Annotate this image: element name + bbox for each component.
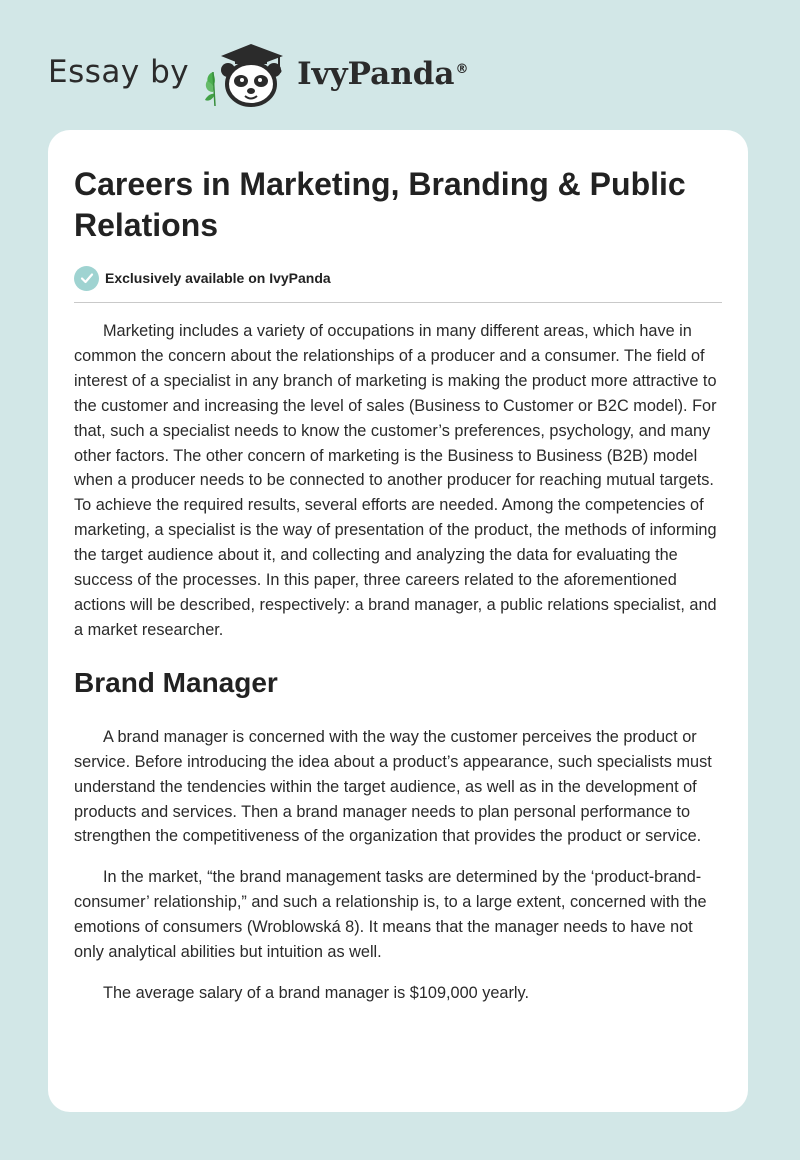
ivy-leaf-icon — [205, 72, 215, 106]
brand-name[interactable]: IvyPanda® — [297, 56, 469, 92]
brand-prefix: Essay by — [48, 54, 190, 90]
section-paragraph: In the market, “the brand management tasks are determined by the ‘product-brand-consumer’ relationship,” and such a relationship is, to a large extent, concerned with the emotions of consumers (Wroblowská 8). It means that the manager needs to have not only analytical abilities but intuition as well. — [74, 868, 707, 962]
registered-mark: ® — [455, 61, 469, 77]
essay-card — [48, 130, 748, 1112]
exclusive-badge — [74, 264, 722, 292]
section-paragraph: The average salary of a brand manager is $109,000 yearly. — [103, 983, 529, 1002]
section-heading: Brand Manager — [74, 666, 278, 698]
exclusive-label: Exclusively available on IvyPanda — [105, 270, 331, 286]
section-paragraph: A brand manager is concerned with the way the customer perceives the product or service. Before introducing the idea about a product’s appearance, such specialists must understand the tendencies within the target audience, as well as in the development of products and services. Then a brand manager needs to plan personal performance to strengthen the competitiveness of the organization that provides the product or service. — [74, 727, 712, 846]
intro-paragraph: Marketing includes a variety of occupations in many different areas, which have in common the concern about the relationships of a producer and a consumer. The field of interest of a specialist in any branch of marketing is making the product more attractive to the customer and increasing the level of sales (Business to Customer or B2C model). For that, such a specialist needs to know the customer’s preferences, psychology, and many other factors. The other concern of marketing is the Business to Business (B2B) model when a producer needs to be connected to another producer for reaching mutual targets. To achieve the required results, several efforts are needed. Among the competencies of marketing, a specialist is the way of presentation of the product, the methods of informing the target audience about it, and collecting and analyzing the data for evaluating the success of the processes. In this paper, three careers related to the aforementioned actions will be described, respectively: a brand manager, a public relations specialist, and a market researcher. — [74, 322, 717, 639]
divider — [74, 302, 722, 303]
essay-title: Careers in Marketing, Branding & Public Relations — [74, 166, 686, 243]
checkmark-circle-icon — [74, 266, 99, 291]
site-header — [48, 36, 469, 108]
panda-logo-icon[interactable] — [201, 36, 295, 108]
